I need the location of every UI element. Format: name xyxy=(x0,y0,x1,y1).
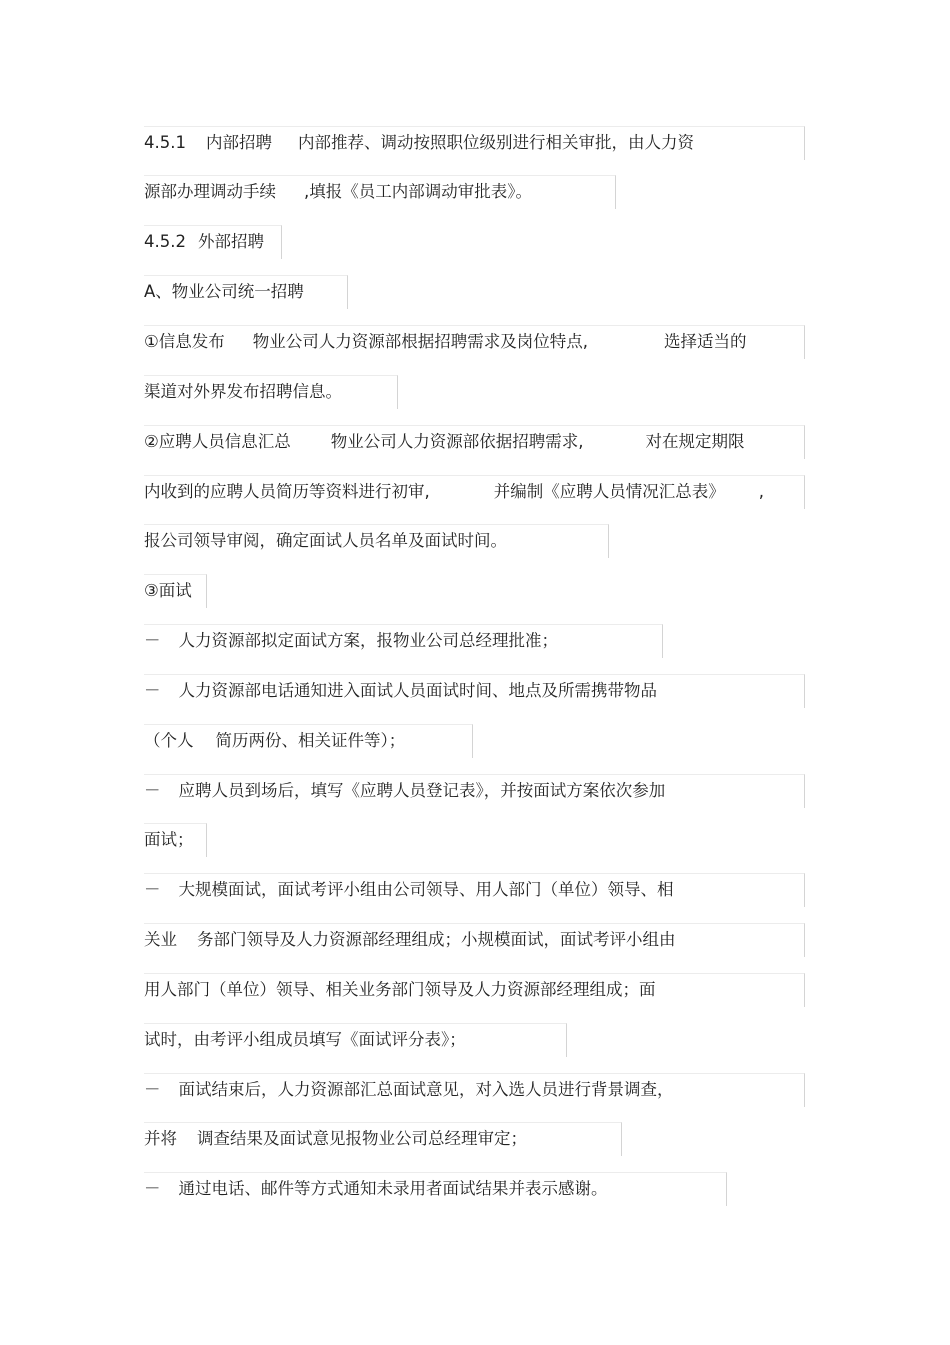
bullet-dash: － xyxy=(144,1080,161,1099)
text-run: 并将 xyxy=(144,1129,177,1148)
bullet-dash: － xyxy=(144,880,161,899)
bullet-dash: － xyxy=(144,781,161,800)
section-title: 内部招聘 xyxy=(205,133,272,152)
paragraph-line xyxy=(144,375,342,409)
text-run: 内收到的应聘人员简历等资料进行初审, xyxy=(144,482,430,501)
text-run: 调查结果及面试意见报物业公司总经理审定； xyxy=(197,1129,527,1148)
paragraph-line xyxy=(144,823,194,857)
text-run: 务部门领导及人力资源部经理组成；小规模面试，面试考评小组由 xyxy=(197,930,676,949)
text-run: 大规模面试，面试考评小组由公司领导、用人部门（单位）领导、相 xyxy=(178,880,674,899)
paragraph-line xyxy=(144,1023,466,1057)
list-item xyxy=(144,1073,674,1107)
item-title: ②应聘人员信息汇总 xyxy=(144,432,291,451)
text-run: 物业公司人力资源部根据招聘需求及岗位特点, xyxy=(252,332,589,351)
text-run: 源部办理调动手续 xyxy=(144,182,276,201)
bullet-dash: － xyxy=(144,631,161,650)
text-run: 物业公司人力资源部依据招聘需求, xyxy=(330,432,584,451)
text-run: 对在规定期限 xyxy=(645,432,745,451)
paragraph-line xyxy=(144,325,747,359)
section-title: 外部招聘 xyxy=(197,232,264,251)
text-run: ③面试 xyxy=(144,581,192,600)
text-run: 面试结束后，人力资源部汇总面试意见，对入选人员进行背景调查， xyxy=(178,1080,674,1099)
item-title xyxy=(144,574,192,608)
section-heading-4-5-2 xyxy=(144,225,264,259)
text-run: , xyxy=(758,482,764,501)
paragraph-line xyxy=(144,923,676,957)
text-run: 选择适当的 xyxy=(664,332,747,351)
paragraph-text: 内部推荐、调动按照职位级别进行相关审批，由人力资 xyxy=(297,133,694,152)
bullet-dash: － xyxy=(144,681,161,700)
text-run: 试时，由考评小组成员填写《面试评分表》； xyxy=(144,1030,466,1049)
text-run: 人力资源部电话通知进入面试人员面试时间、地点及所需携带物品 xyxy=(178,681,657,700)
paragraph-line xyxy=(144,973,656,1007)
bullet-dash: － xyxy=(144,1179,161,1198)
list-item xyxy=(144,774,665,808)
text-run: 报公司领导审阅，确定面试人员名单及面试时间。 xyxy=(144,531,507,550)
text-run: 用人部门（单位）领导、相关业务部门领导及人力资源部经理组成；面 xyxy=(144,980,656,999)
section-heading-4-5-1 xyxy=(144,126,694,160)
section-number: 4.5.2 xyxy=(144,232,186,251)
subsection-heading xyxy=(144,275,304,309)
text-run: ,填报《员工内部调动审批表》。 xyxy=(304,182,532,201)
paragraph-line xyxy=(144,425,745,459)
section-number: 4.5.1 xyxy=(144,133,186,152)
text-run: 关业 xyxy=(144,930,177,949)
list-item xyxy=(144,873,674,907)
paragraph-line xyxy=(144,475,764,509)
text-run: 通过电话、邮件等方式通知未录用者面试结果并表示感谢。 xyxy=(178,1179,608,1198)
text-run: 人力资源部拟定面试方案，报物业公司总经理批准； xyxy=(178,631,558,650)
text-run: （个人 xyxy=(144,731,194,750)
paragraph-line xyxy=(144,724,405,758)
text-run: 简历两份、相关证件等）； xyxy=(215,731,406,750)
list-item xyxy=(144,674,657,708)
text-run: 并编制《应聘人员情况汇总表》 xyxy=(493,482,725,501)
text-run: 面试； xyxy=(144,830,194,849)
paragraph-line xyxy=(144,524,507,558)
text-run: 应聘人员到场后，填写《应聘人员登记表》，并按面试方案依次参加 xyxy=(178,781,666,800)
list-item xyxy=(144,624,558,658)
text-run: 渠道对外界发布招聘信息。 xyxy=(144,382,342,401)
paragraph-line xyxy=(144,1122,527,1156)
text-run: A、物业公司统一招聘 xyxy=(144,282,304,301)
paragraph-line xyxy=(144,175,532,209)
item-title: ①信息发布 xyxy=(144,332,225,351)
list-item xyxy=(144,1172,608,1206)
